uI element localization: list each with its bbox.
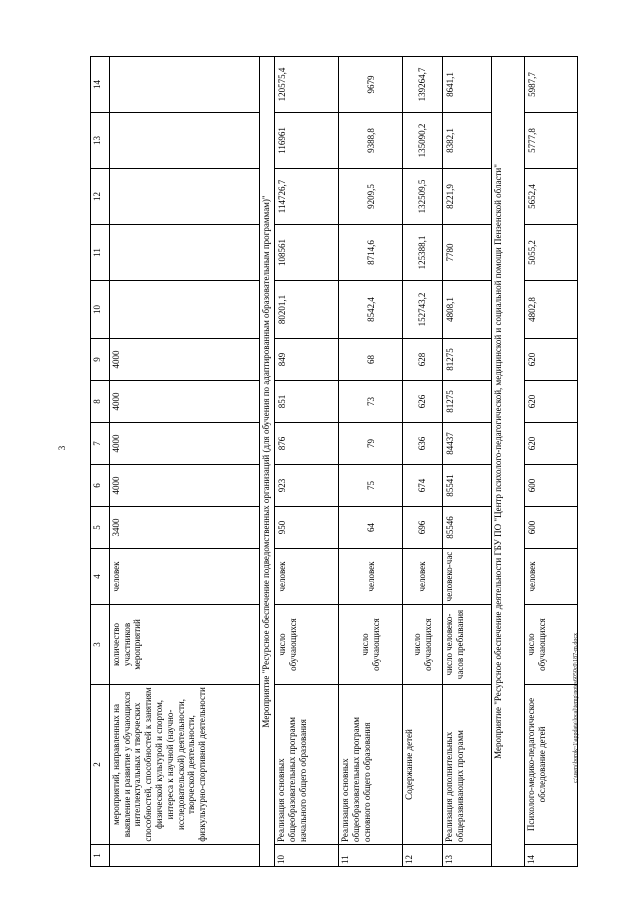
indicator-cell: число обучающихся <box>403 605 443 685</box>
value-cell: 923 <box>275 465 339 507</box>
value-cell: 620 <box>524 381 577 423</box>
header-cell: 5 <box>91 507 110 549</box>
row-number-cell: 11 <box>339 845 403 867</box>
header-cell: 8 <box>91 381 110 423</box>
value-cell: 4000 <box>109 339 259 381</box>
header-cell: 2 <box>91 685 110 845</box>
value-cell: 75 <box>339 465 403 507</box>
header-cell: 9 <box>91 339 110 381</box>
header-cell: 7 <box>91 423 110 465</box>
value-cell: 114726,7 <box>275 169 339 225</box>
row-number-cell: 10 <box>275 845 339 867</box>
unit-cell: человек <box>524 549 577 605</box>
value-cell: 674 <box>403 465 443 507</box>
activity-name-cell: Реализация дополнительных общеразвивающих программ <box>443 685 492 845</box>
value-cell: 4000 <box>109 465 259 507</box>
header-cell: 14 <box>91 57 110 113</box>
header-cell: 10 <box>91 281 110 339</box>
value-cell: 696 <box>403 507 443 549</box>
header-row <box>91 57 110 867</box>
file-path-footer: c:\users\borok~1\appdata\local\temp\notes6050c0\187-m.docx <box>573 632 579 784</box>
value-cell: 81275 <box>443 381 492 423</box>
value-cell: 139264,7 <box>403 57 443 113</box>
value-cell: 851 <box>275 381 339 423</box>
value-cell: 636 <box>403 423 443 465</box>
unit-cell: человек <box>109 549 259 605</box>
header-cell: 13 <box>91 113 110 169</box>
unit-cell: человек <box>339 549 403 605</box>
table-row <box>275 57 339 867</box>
row-number-cell: 13 <box>443 845 492 867</box>
value-cell: 8641,1 <box>443 57 492 113</box>
indicator-cell: число обучающихся <box>524 605 577 685</box>
value-cell: 4000 <box>109 423 259 465</box>
table-row <box>339 57 403 867</box>
header-cell: 3 <box>91 605 110 685</box>
row-number-cell <box>109 845 259 867</box>
value-cell: 5055,2 <box>524 225 577 281</box>
indicator-cell: число человеко-часов пребывания <box>443 605 492 685</box>
value-cell: 68 <box>339 339 403 381</box>
value-cell: 3400 <box>109 507 259 549</box>
value-cell: 135090,2 <box>403 113 443 169</box>
value-cell: 4000 <box>109 381 259 423</box>
table-row <box>403 57 443 867</box>
value-cell: 125388,1 <box>403 225 443 281</box>
header-cell: 6 <box>91 465 110 507</box>
value-cell <box>109 57 259 113</box>
section-row <box>259 57 274 867</box>
value-cell: 950 <box>275 507 339 549</box>
unit-cell: человек <box>403 549 443 605</box>
value-cell: 108561 <box>275 225 339 281</box>
value-cell: 84437 <box>443 423 492 465</box>
budget-table <box>90 56 578 867</box>
value-cell <box>109 169 259 225</box>
rotated-table-container <box>90 57 578 867</box>
header-cell: 4 <box>91 549 110 605</box>
value-cell: 120575,4 <box>275 57 339 113</box>
section-row <box>491 57 524 867</box>
indicator-cell: число обучающихся <box>275 605 339 685</box>
value-cell: 5652,4 <box>524 169 577 225</box>
value-cell: 81275 <box>443 339 492 381</box>
value-cell <box>109 113 259 169</box>
table-row-continued <box>109 57 259 867</box>
value-cell: 849 <box>275 339 339 381</box>
value-cell: 620 <box>524 423 577 465</box>
header-cell: 11 <box>91 225 110 281</box>
value-cell: 116961 <box>275 113 339 169</box>
activity-name-cell: Психолого-медико-педагогическое обследование детей <box>524 685 577 845</box>
table-row <box>443 57 492 867</box>
value-cell: 4802,8 <box>524 281 577 339</box>
header-cell: 12 <box>91 169 110 225</box>
value-cell: 8542,4 <box>339 281 403 339</box>
value-cell: 8221,9 <box>443 169 492 225</box>
value-cell: 79 <box>339 423 403 465</box>
value-cell: 7780 <box>443 225 492 281</box>
value-cell <box>109 225 259 281</box>
value-cell: 626 <box>403 381 443 423</box>
value-cell: 9388,8 <box>339 113 403 169</box>
activity-name-cell: мероприятий, направленных на выявление и развитие у обучающихся интеллектуальных и творческих способностей, способностей к занятиям физической культурой и спортом, интереса к научной (научно-исследовательской) деятельности, творческой деятельности, физкультурно-спортивной деятельности <box>109 685 259 845</box>
row-number-cell: 14 <box>524 845 577 867</box>
unit-cell: человек <box>275 549 339 605</box>
value-cell: 600 <box>524 507 577 549</box>
value-cell: 132509,5 <box>403 169 443 225</box>
activity-name-cell: Реализация основных общеобразовательных программ начального общего образования <box>275 685 339 845</box>
value-cell: 8714,6 <box>339 225 403 281</box>
value-cell: 628 <box>403 339 443 381</box>
activity-name-cell: Реализация основных общеобразовательных программ основного общего образования <box>339 685 403 845</box>
section-heading: Мероприятие "Ресурсное обеспечение деятельности ГБУ ПО "Центр психолого-педагогической, медицинской и социальной помощи Пензенской области" <box>491 57 524 867</box>
value-cell <box>109 281 259 339</box>
row-number-cell: 12 <box>403 845 443 867</box>
value-cell: 876 <box>275 423 339 465</box>
value-cell: 600 <box>524 465 577 507</box>
value-cell: 9209,5 <box>339 169 403 225</box>
value-cell: 85541 <box>443 465 492 507</box>
page-number: 3 <box>57 445 67 451</box>
value-cell: 620 <box>524 339 577 381</box>
value-cell: 5777,8 <box>524 113 577 169</box>
value-cell: 4808,1 <box>443 281 492 339</box>
section-heading: Мероприятие "Ресурсное обеспечение подведомственных организаций (для обучения по адаптированным образовательным программам)" <box>259 57 274 867</box>
header-cell: 1 <box>91 845 110 867</box>
indicator-cell: количество участников мероприятий <box>109 605 259 685</box>
value-cell: 64 <box>339 507 403 549</box>
value-cell: 80201,1 <box>275 281 339 339</box>
indicator-cell: число обучающихся <box>339 605 403 685</box>
table-row <box>524 57 577 867</box>
value-cell: 152743,2 <box>403 281 443 339</box>
unit-cell: человеко-час <box>443 549 492 605</box>
value-cell: 5987,7 <box>524 57 577 113</box>
activity-name-cell: Содержание детей <box>403 685 443 845</box>
value-cell: 9679 <box>339 57 403 113</box>
value-cell: 85546 <box>443 507 492 549</box>
value-cell: 73 <box>339 381 403 423</box>
value-cell: 8382,1 <box>443 113 492 169</box>
